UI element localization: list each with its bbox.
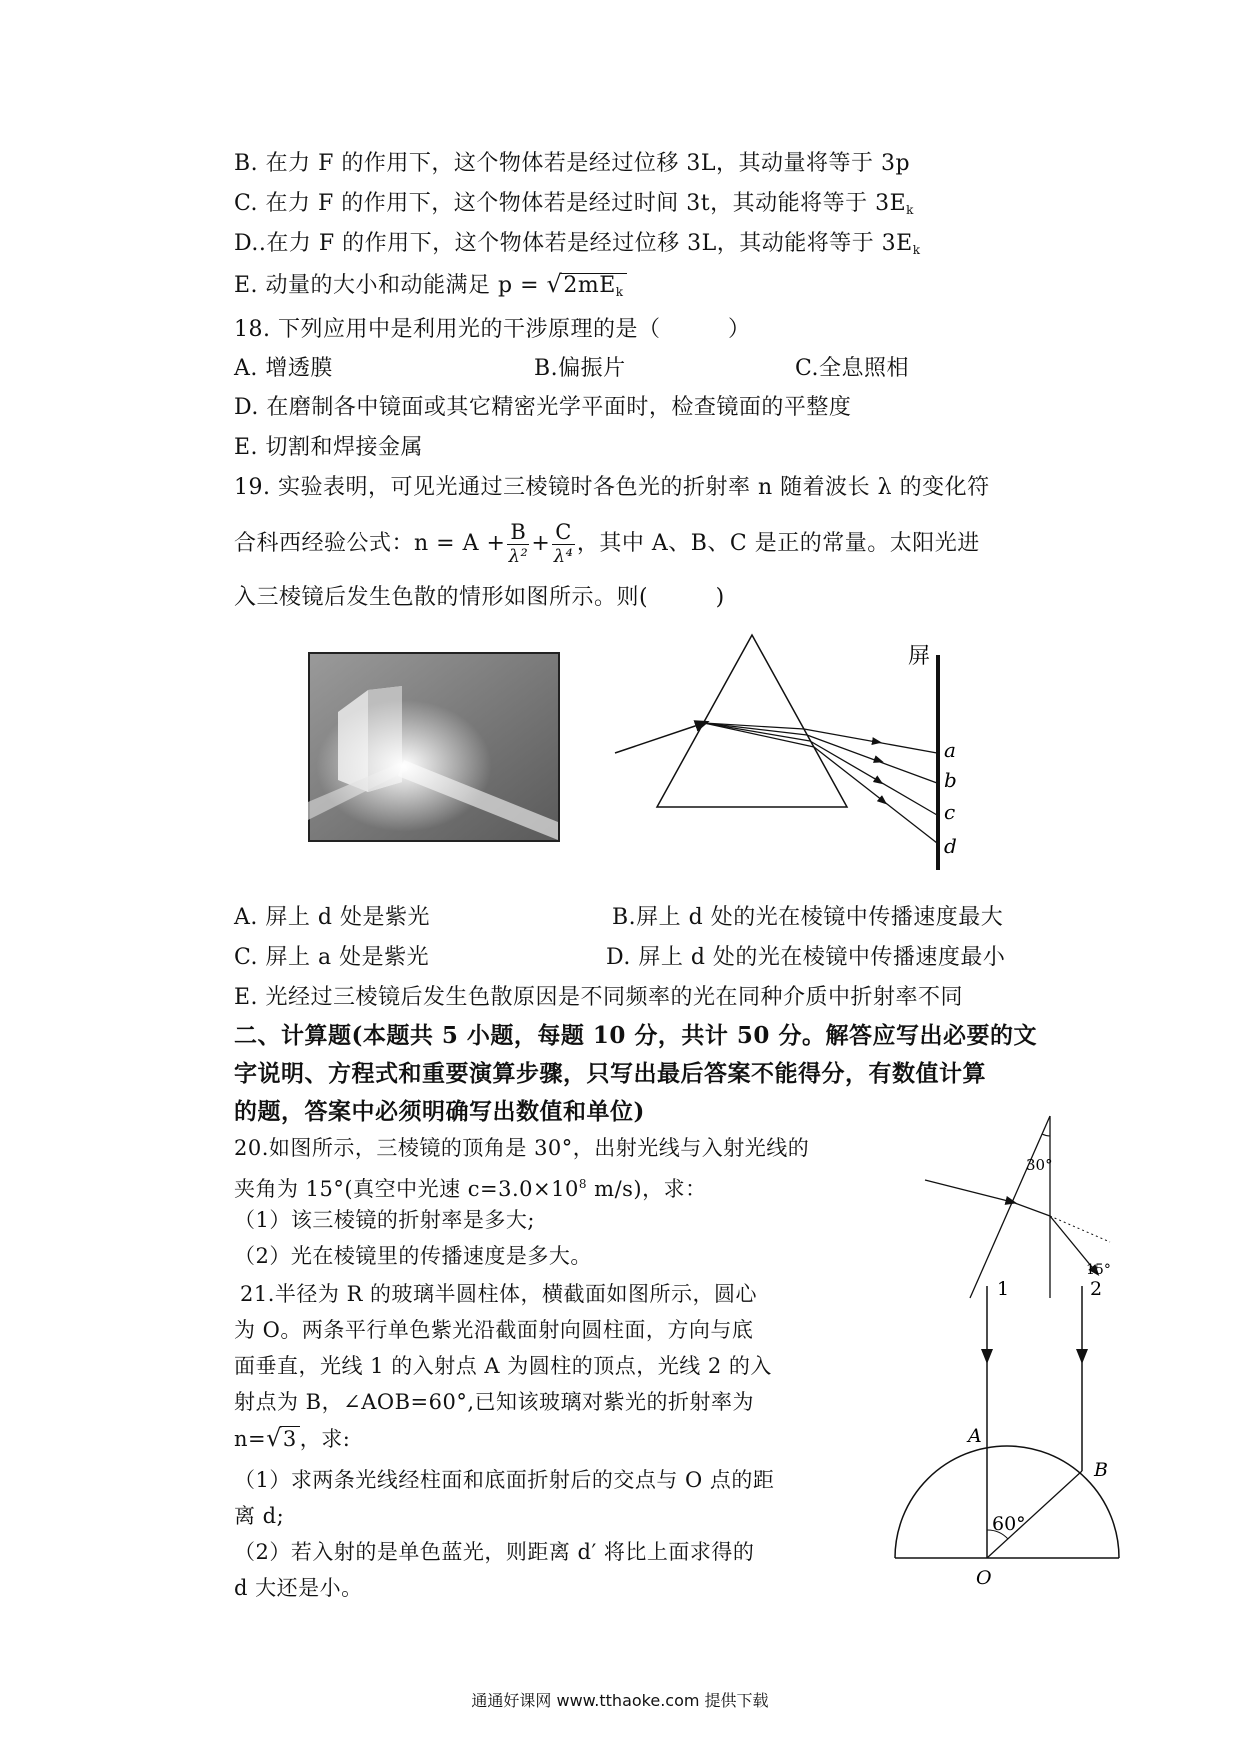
- q17-option-d: D..在力 F 的作用下，这个物体若是经过位移 3L，其动能将等于 $3E_k$: [234, 231, 921, 257]
- ray-1-label: 1: [997, 1278, 1010, 1300]
- q21-stem-line4: 射点为 B，∠AOB=60°,已知该玻璃对紫光的折射率为: [234, 1390, 755, 1414]
- q19-stem-line3: 入三棱镜后发生色散的情形如图所示。则( ): [234, 585, 725, 610]
- point-b-label: B: [1094, 1459, 1108, 1481]
- q18-option-e: E. 切割和焊接金属: [234, 435, 424, 460]
- screen-label: 屏: [908, 644, 931, 669]
- prism-triangle: [657, 635, 847, 807]
- q18-option-c: C.全息照相: [795, 356, 910, 381]
- q18-option-b: B.偏振片: [534, 356, 626, 381]
- point-b-label: b: [944, 768, 957, 792]
- q21-stem-line1: 21.半径为 R 的玻璃半圆柱体，横截面如图所示，圆心: [240, 1282, 758, 1306]
- section2-heading-line3: 的题，答案中必须明确写出数值和单位): [234, 1098, 645, 1125]
- ray-b: [807, 735, 937, 783]
- deviation-angle-label: 15°: [1086, 1262, 1111, 1278]
- q20-stem-line1: 20.如图所示，三棱镜的顶角是 30°，出射光线与入射光线的: [234, 1136, 810, 1160]
- q20-stem-line2: 夹角为 15°(真空中光速 $c=3.0\times 10^8$ m/s)，求：: [234, 1177, 707, 1201]
- q21-stem-line3: 面垂直，光线 1 的入射点 A 为圆柱的顶点，光线 2 的入: [234, 1354, 772, 1378]
- point-d-label: d: [944, 834, 957, 858]
- semicircle-arc: [895, 1446, 1119, 1558]
- incident-ray: [615, 723, 704, 753]
- q21-stem-line5: n=√3 ，求:: [234, 1424, 351, 1452]
- q20-prism-diagram: [920, 1112, 1120, 1302]
- q17-option-c: C. 在力 F 的作用下，这个物体若是经过时间 3t，其动能将等于 $3E_k$: [234, 191, 914, 217]
- q19-option-c: C. 屏上 a 处是紫光: [234, 945, 430, 970]
- ray-c: [810, 741, 937, 815]
- q21-semicylinder-diagram: [880, 1278, 1140, 1594]
- q17-option-e: E. 动量的大小和动能满足 $p = √2mE_k$: [234, 270, 627, 304]
- q18-option-d: D. 在磨制各中镜面或其它精密光学平面时，检查镜面的平整度: [234, 395, 852, 420]
- q18-stem: 18. 下列应用中是利用光的干涉原理的是（ ）: [234, 317, 751, 342]
- point-a-label: A: [968, 1425, 982, 1447]
- q19-stem-line2: 合科西经验公式：n = A + $\frac{B}{\text{λ²}}$ + $\frac{C}{\text{λ⁴}}$ ，其中 A、B、C 是正的常量。太阳光进: [234, 519, 980, 567]
- q21-sub1-line2: 离 d;: [234, 1504, 285, 1528]
- q17-option-b: B. 在力 F 的作用下，这个物体若是经过位移 3L，其动量将等于 3p: [234, 151, 911, 176]
- fraction-c: $\frac{C}{\text{λ⁴}}$: [553, 519, 574, 567]
- q20-sub2: （2）光在棱镜里的传播速度是多大。: [234, 1244, 592, 1268]
- q21-sub2-line2: d 大还是小。: [234, 1576, 363, 1600]
- section2-heading-line1: 二、计算题(本题共 5 小题，每题 10 分，共计 50 分。解答应写出必要的文: [234, 1022, 1037, 1049]
- extension-line: [1050, 1216, 1110, 1242]
- q19-option-e: E. 光经过三棱镜后发生色散原因是不同频率的光在同种介质中折射率不同: [234, 985, 964, 1010]
- ray-2-label: 2: [1090, 1278, 1103, 1300]
- point-a-label: a: [944, 738, 956, 762]
- prism-face-left: [970, 1116, 1050, 1298]
- angle-aob-label: 60°: [992, 1513, 1026, 1535]
- q19-option-a: A. 屏上 d 处是紫光: [234, 905, 430, 930]
- section2-heading-line2: 字说明、方程式和重要演算步骤，只写出最后答案不能得分，有数值计算: [234, 1060, 986, 1087]
- q18-option-a: A. 增透膜: [234, 356, 333, 381]
- q19-option-d: D. 屏上 d 处的光在棱镜中传播速度最小: [606, 945, 1006, 970]
- q20-sub1: （1）该三棱镜的折射率是多大;: [234, 1208, 535, 1232]
- q19-stem-line1: 19. 实验表明，可见光通过三棱镜时各色光的折射率 n 随着波长 λ 的变化符: [234, 475, 990, 500]
- page-footer: 通通好课网 www.tthaoke.com 提供下载: [471, 1691, 769, 1710]
- prism-dispersion-diagram: [612, 625, 972, 875]
- q21-sub2-line1: （2）若入射的是单色蓝光，则距离 d′ 将比上面求得的: [234, 1540, 755, 1564]
- point-o-label: O: [976, 1567, 992, 1589]
- prism-photo: [308, 652, 560, 842]
- fraction-b: $\frac{B}{\text{λ²}}$: [508, 519, 529, 567]
- q21-sub1-line1: （1）求两条光线经柱面和底面折射后的交点与 O 点的距: [234, 1468, 775, 1492]
- apex-angle-label: 30°: [1026, 1156, 1053, 1174]
- point-c-label: c: [944, 800, 956, 824]
- q19-option-b: B.屏上 d 处的光在棱镜中传播速度最大: [612, 905, 1004, 930]
- ray-d: [814, 747, 937, 843]
- q21-stem-line2: 为 O。两条平行单色紫光沿截面射向圆柱面，方向与底: [234, 1318, 754, 1342]
